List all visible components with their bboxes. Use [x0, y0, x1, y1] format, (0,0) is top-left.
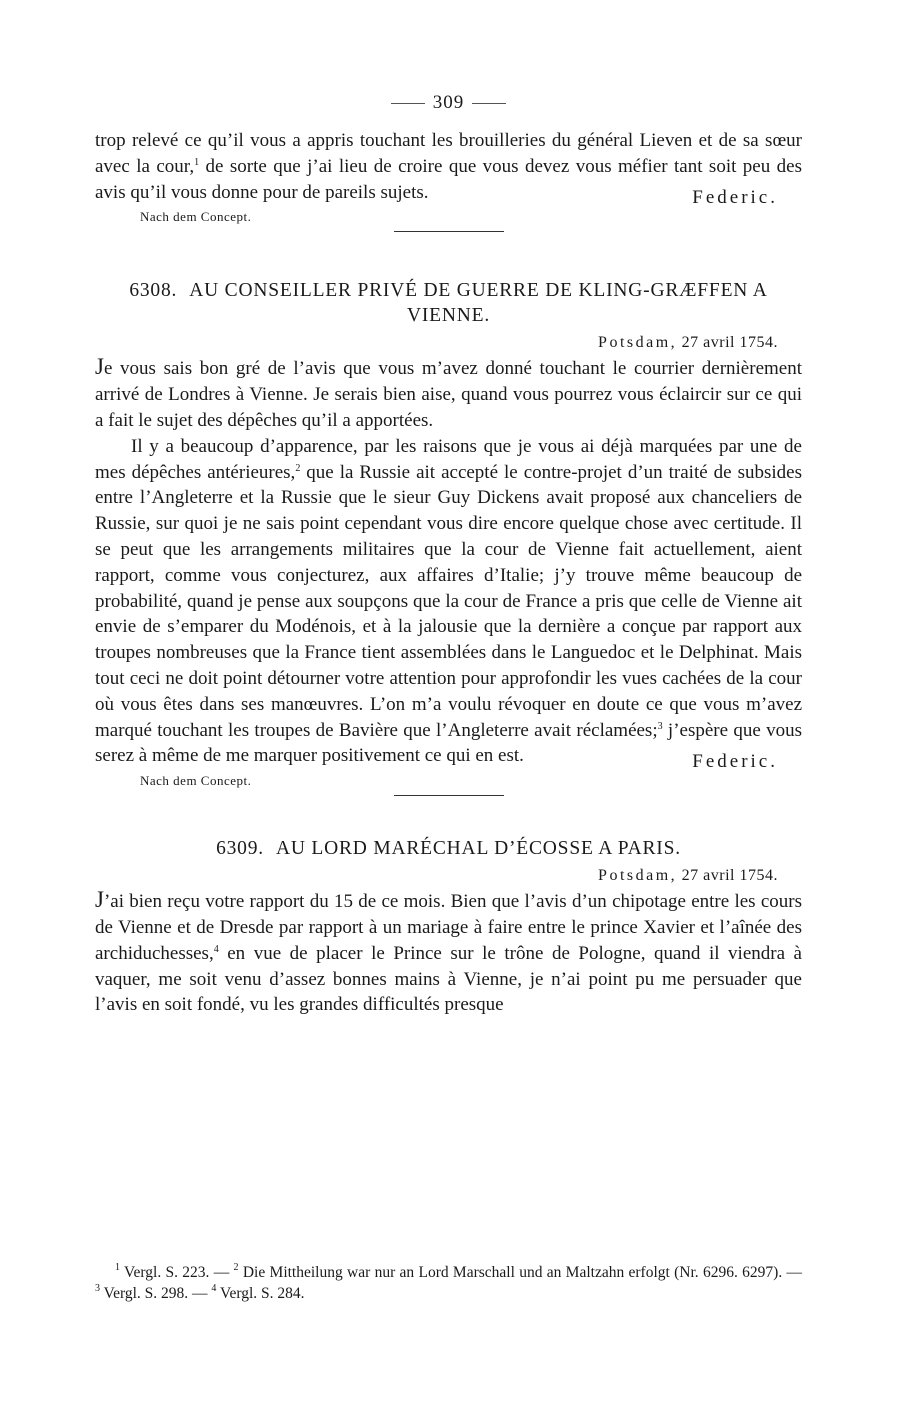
- letter-6308-p2b: que la Russie ait accepté le contre-projet d’un traité de subsides entre l’Angleterre et la Russie que le sieur Guy Dickens avait proposé aux chanceliers de Russie, sur quoi je ne sais point cependant vous dire encore quelque chose avec certitude. Il se peut que les arrangements militaires que la cour de Vienne fait actuellement, aient rapport, comme vous conjecturez, aux affaires d’Italie; j’y trouve même beaucoup de probabilité, quand je pense aux soupçons que la cour de France a pris que celle de Vienne ait envie de s’emparer du Modénois, et à la jalousie que la dernière a conçue par rapport aux troupes nombreuses que la France tient assemblées dans le Languedoc et le Delphinat. Mais tout ceci ne doit point détourner votre attention pour approfondir les vues cachées de la cour où vous êtes dans ses manœuvres. L’on m’a voulu révoquer en doute ce que vous m’avez marqué touchant les troupes de Bavière que l’Angleterre avait réclamées;: [95, 461, 802, 741]
- continuation-text: trop relevé ce qu’il vous a appris touchant les brouilleries du général Lieven et de sa sœur avec la cour,: [95, 130, 802, 177]
- letter-number-6309: 6309.: [216, 838, 264, 860]
- letter-6308-p2c: j’espère que vous serez à même de me marquer positivement ce qui en est.: [95, 719, 802, 767]
- source-note-1: Nach dem Concept.: [140, 209, 252, 225]
- page-number-dash-left: [391, 103, 425, 104]
- letter-number-6308: 6308.: [129, 280, 178, 302]
- footnotes: [95, 1262, 802, 1304]
- dateline-place-6309: Potsdam,: [598, 867, 678, 885]
- footnote-marker-4: 4: [211, 1283, 217, 1294]
- dateline-place-6308: Potsdam,: [598, 334, 678, 352]
- dateline-date-6308: 27 avril 1754.: [681, 334, 778, 352]
- letter-title-6309: AU LORD MARÉCHAL D’ÉCOSSE A PARIS.: [275, 838, 681, 860]
- letter-6309-p1a: ’ai bien reçu votre rapport du 15 de ce mois. Bien que l’avis d’un chipotage entre les cours de Vienne et de Dresde par rapport à un mariage à faire entre le prince Xavier et l’aînée des archiduchesses,: [95, 891, 802, 964]
- letter-6308-paragraph-1: [95, 354, 802, 433]
- letter-6309-paragraph-1: [95, 887, 802, 1018]
- footnote-text-4: Vergl. S. 284.: [216, 1285, 305, 1302]
- footnote-text-3: Vergl. S. 298. —: [100, 1285, 212, 1302]
- page-number-dash-right: [472, 103, 506, 104]
- letter-heading-6308: [95, 278, 802, 328]
- footnote-block: [95, 1262, 802, 1304]
- footnote-text-1: Vergl. S. 223. —: [120, 1264, 234, 1281]
- letter-6308-p1-text: e vous sais bon gré de l’avis que vous m’avez donné touchant le courrier dernièrement arrivé de Londres à Vienne. Je serais bien aise, quand vous pourrez vous éclaircir sur ce qui a fait le sujet des dépêches qu’il a apportées.: [95, 358, 802, 431]
- page-number: 309: [432, 92, 465, 113]
- letter-heading-6309: [95, 836, 802, 861]
- signature-1: Federic.: [692, 187, 778, 209]
- signature-2: Federic.: [692, 751, 778, 773]
- footnote-marker-3: 3: [95, 1283, 100, 1294]
- dateline-6308: [95, 334, 778, 352]
- initial-letter-6308: J: [95, 354, 104, 380]
- footnote-ref-3: 3: [657, 720, 663, 732]
- page-body: [95, 92, 802, 1018]
- footnote-text-2: Die Mittheilung war nur an Lord Marschall und an Maltzahn erfolgt (Nr. 6296. 6297). —: [238, 1264, 803, 1281]
- initial-letter-6309: J: [95, 887, 104, 913]
- letter-title-6308: AU CONSEILLER PRIVÉ DE GUERRE DE KLING-GRÆFFEN A VIENNE.: [189, 280, 768, 327]
- page-number-line: [95, 92, 802, 114]
- continuation-text-2: de sorte que j’ai lieu de croire que vous devez vous méfier tant soit peu des avis qu’il vous donne pour de pareils sujets.: [95, 155, 802, 203]
- footnote-marker-2: 2: [233, 1262, 239, 1273]
- footnote-ref-1: 1: [194, 156, 200, 168]
- source-note-2: Nach dem Concept.: [140, 773, 252, 789]
- footnote-marker-1: 1: [115, 1262, 120, 1273]
- dateline-date-6309: 27 avril 1754.: [681, 867, 778, 885]
- footnote-ref-4: 4: [213, 943, 219, 955]
- letter-6308-paragraph-2: [95, 434, 802, 769]
- footnote-ref-2: 2: [295, 462, 301, 474]
- letter-6308-p2a: Il y a beaucoup d’apparence, par les raisons que je vous ai déjà marquées par une de mes dépêches antérieures,: [95, 435, 802, 483]
- dateline-6309: [95, 867, 778, 885]
- letter-6309-p1b: en vue de placer le Prince sur le trône de Pologne, quand il viendra à vaquer, me soit venu d’assez bonnes mains à Vienne, je n’ai point pu me persuader que l’avis en soit fondé, vu les grandes difficultés presque: [95, 942, 802, 1016]
